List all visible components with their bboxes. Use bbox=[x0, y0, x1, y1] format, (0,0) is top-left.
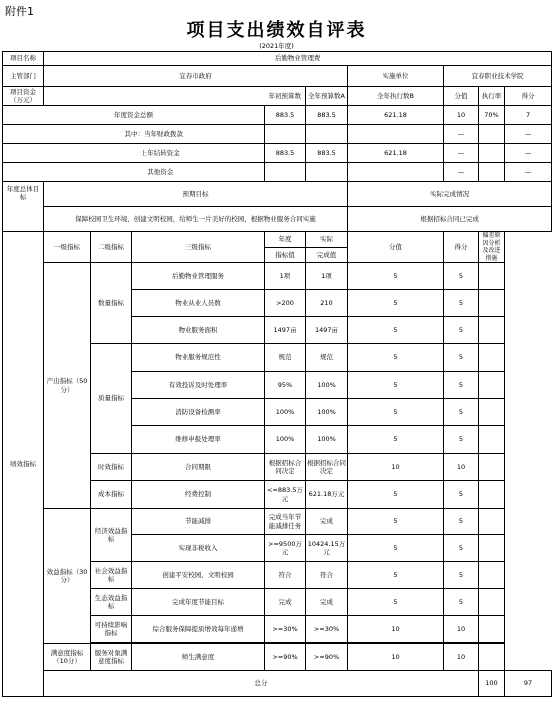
indicator-deviation bbox=[479, 317, 505, 344]
indicator-deviation bbox=[479, 454, 505, 481]
indicator-weight: 5 bbox=[348, 263, 444, 290]
indicator-actual: 完成 bbox=[306, 509, 348, 535]
indicator-actual: 100% bbox=[306, 372, 348, 399]
funds-budget-full: 883.5 bbox=[306, 144, 348, 163]
indicator-weight: 5 bbox=[348, 509, 444, 535]
level2-sustainable: 可持续影响指标 bbox=[91, 616, 132, 643]
indicator-weight: 10 bbox=[348, 616, 444, 643]
total-weight: 100 bbox=[479, 671, 505, 697]
col-target: 指标值 bbox=[265, 247, 306, 263]
funds-col-rate: 执行率 bbox=[479, 87, 505, 106]
project-name-value: 后勤物业管理费 bbox=[44, 52, 552, 66]
indicator-target: 符合 bbox=[265, 562, 306, 589]
funds-rate bbox=[479, 144, 505, 163]
report-year: (2021年度) bbox=[259, 42, 294, 50]
indicator-weight: 5 bbox=[348, 344, 444, 372]
indicator-deviation bbox=[479, 535, 505, 562]
indicator-name: 创建平安校园、文明校园 bbox=[132, 562, 265, 589]
indicator-target: 95% bbox=[265, 372, 306, 399]
indicator-name: 后勤物业管理服务 bbox=[132, 263, 265, 290]
funds-rate: 70% bbox=[479, 106, 505, 125]
indicator-actual: 210 bbox=[306, 290, 348, 317]
indicator-name: 师生满意度 bbox=[132, 644, 265, 671]
indicator-deviation bbox=[479, 589, 505, 616]
level1-benefit: 效益指标（30分） bbox=[44, 509, 91, 644]
funds-row-label: 年度资金总额 bbox=[3, 106, 265, 125]
indicator-weight: 10 bbox=[348, 644, 444, 671]
indicator-target: 根据招标合同决定 bbox=[265, 454, 306, 481]
indicator-score: 5 bbox=[444, 426, 479, 454]
indicator-score: 5 bbox=[444, 263, 479, 290]
indicator-deviation bbox=[479, 426, 505, 454]
total-label: 总分 bbox=[44, 671, 479, 697]
funds-col-executed: 全年执行数B bbox=[348, 87, 444, 106]
col-level3: 三级指标 bbox=[132, 232, 265, 263]
goals-header-row bbox=[3, 182, 552, 207]
indicator-target: 完成 bbox=[265, 589, 306, 616]
indicator-name: 经费控制 bbox=[132, 481, 265, 509]
level2-social: 社会效益指标 bbox=[91, 562, 132, 589]
indicator-target: 规范 bbox=[265, 344, 306, 372]
indicator-target: >=9500万元 bbox=[265, 535, 306, 562]
level2-cost: 成本指标 bbox=[91, 481, 132, 509]
funds-row-total bbox=[3, 106, 552, 125]
funds-budget-full: 883.5 bbox=[306, 106, 348, 125]
indicator-score: 10 bbox=[444, 454, 479, 481]
level2-quality: 质量指标 bbox=[91, 344, 132, 454]
indicator-weight: 5 bbox=[348, 426, 444, 454]
unit-value: 宜春职业技术学院 bbox=[444, 66, 552, 87]
indicator-target: 完成当年节能减排任务 bbox=[265, 509, 306, 535]
funds-budget-initial: 883.5 bbox=[265, 144, 306, 163]
indicator-row bbox=[3, 509, 552, 535]
indicator-actual: >=90% bbox=[306, 644, 348, 671]
funds-row-label: 上年结转资金 bbox=[44, 144, 265, 163]
funds-score-value: — bbox=[444, 125, 479, 144]
funds-score: — bbox=[505, 144, 552, 163]
funds-score: — bbox=[505, 163, 552, 182]
project-name-row bbox=[3, 52, 552, 66]
indicator-deviation bbox=[479, 481, 505, 509]
funds-rate bbox=[479, 163, 505, 182]
indicator-weight: 5 bbox=[348, 481, 444, 509]
indicator-name: 消防设备检测率 bbox=[132, 399, 265, 426]
indicator-score: 5 bbox=[444, 399, 479, 426]
indicator-deviation bbox=[479, 509, 505, 535]
funds-col-full: 全年预算数A bbox=[306, 87, 348, 106]
page-title: 项目支出绩效自评表 bbox=[186, 20, 367, 41]
funds-executed bbox=[348, 163, 444, 182]
goals-expected-header: 预期目标 bbox=[44, 182, 348, 207]
indicator-target: 1项 bbox=[265, 263, 306, 290]
indicator-score: 5 bbox=[444, 344, 479, 372]
funds-score-value: 10 bbox=[444, 106, 479, 125]
indicator-deviation bbox=[479, 399, 505, 426]
funds-col-initial: 年初预算数 bbox=[265, 87, 306, 106]
indicator-weight: 5 bbox=[348, 589, 444, 616]
indicator-name: 物业服务面积 bbox=[132, 317, 265, 344]
indicator-name: 物业从业人员数 bbox=[132, 290, 265, 317]
indicator-target: 100% bbox=[265, 426, 306, 454]
funds-label: 项目资金（万元） bbox=[3, 87, 44, 106]
dept-value: 宜春市政府 bbox=[44, 66, 348, 87]
indicator-score: 5 bbox=[444, 372, 479, 399]
indicator-actual: 10424.15万元 bbox=[306, 535, 348, 562]
funds-budget-full bbox=[306, 125, 348, 144]
funds-row-other bbox=[3, 163, 552, 182]
col-actual-bottom: 完成值 bbox=[306, 247, 348, 263]
indicator-actual: 100% bbox=[306, 426, 348, 454]
col-level2: 二级指标 bbox=[91, 232, 132, 263]
col-annual: 年度 bbox=[265, 232, 306, 248]
indicator-target: 1497亩 bbox=[265, 317, 306, 344]
department-row bbox=[3, 66, 552, 87]
indicator-name: 维修申报处理率 bbox=[132, 426, 265, 454]
level2-quantity: 数量指标 bbox=[91, 263, 132, 344]
funds-rate bbox=[479, 125, 505, 144]
indicator-actual: 完成 bbox=[306, 589, 348, 616]
goals-label: 年度总体目标 bbox=[3, 182, 44, 232]
indicator-row bbox=[3, 263, 552, 290]
indicators-section-label: 绩效指标 bbox=[3, 232, 44, 697]
funds-budget-full bbox=[306, 163, 348, 182]
indicator-name: 完成年度节能目标 bbox=[132, 589, 265, 616]
indicator-score: 5 bbox=[444, 509, 479, 535]
funds-row-label: 其他资金 bbox=[44, 163, 265, 182]
funds-score-value: — bbox=[444, 144, 479, 163]
indicator-weight: 5 bbox=[348, 317, 444, 344]
funds-col-score-value: 分值 bbox=[444, 87, 479, 106]
funds-executed bbox=[348, 125, 444, 144]
indicator-deviation bbox=[479, 644, 505, 671]
indicator-score: 5 bbox=[444, 562, 479, 589]
total-row bbox=[3, 671, 552, 697]
indicator-deviation bbox=[479, 616, 505, 643]
indicator-actual: 621.18万元 bbox=[306, 481, 348, 509]
indicator-row bbox=[3, 644, 552, 671]
self-evaluation-table bbox=[2, 51, 552, 697]
goals-actual: 根据招标合同已完成 bbox=[348, 207, 552, 232]
indicator-weight: 5 bbox=[348, 535, 444, 562]
indicator-actual: 1497亩 bbox=[306, 317, 348, 344]
indicator-score: 5 bbox=[444, 589, 479, 616]
indicator-target: >200 bbox=[265, 290, 306, 317]
indicator-target: >=30% bbox=[265, 616, 306, 643]
funds-score-value: — bbox=[444, 163, 479, 182]
indicator-actual: 规范 bbox=[306, 344, 348, 372]
indicator-deviation bbox=[479, 263, 505, 290]
indicator-name: 物业服务规范性 bbox=[132, 344, 265, 372]
col-actual-top: 实际 bbox=[306, 232, 348, 248]
level2-service: 服务对象满意度指标 bbox=[91, 644, 132, 671]
indicator-score: 5 bbox=[444, 481, 479, 509]
col-score: 得分 bbox=[444, 232, 479, 263]
indicator-deviation bbox=[479, 290, 505, 317]
level2-ecological: 生态效益指标 bbox=[91, 589, 132, 616]
indicator-actual: 100% bbox=[306, 399, 348, 426]
annex-label: 附件1 bbox=[5, 5, 34, 18]
level2-timeliness: 时效指标 bbox=[91, 454, 132, 481]
indicator-deviation bbox=[479, 344, 505, 372]
goals-expected: 保障校园卫生环境，创建文明校园，给师生一片美好的校园，根据物业服务合同实施 bbox=[44, 207, 348, 232]
indicator-score: 5 bbox=[444, 290, 479, 317]
funds-row-fiscal bbox=[3, 125, 552, 144]
col-level1: 一级指标 bbox=[44, 232, 91, 263]
col-weight: 分值 bbox=[348, 232, 444, 263]
total-score: 97 bbox=[505, 671, 552, 697]
indicator-actual: 1项 bbox=[306, 263, 348, 290]
indicator-weight: 5 bbox=[348, 562, 444, 589]
project-name-label: 项目名称 bbox=[3, 52, 44, 66]
indicator-score: 5 bbox=[444, 535, 479, 562]
dept-label: 主管部门 bbox=[3, 66, 44, 87]
indicator-actual: >=30% bbox=[306, 616, 348, 643]
col-deviation: 偏差原因分析及改进措施 bbox=[479, 232, 505, 263]
funds-budget-initial bbox=[265, 163, 306, 182]
level2-economic: 经济效益指标 bbox=[91, 509, 132, 562]
indicator-name: 实现非税收入 bbox=[132, 535, 265, 562]
funds-budget-initial bbox=[265, 125, 306, 144]
funds-row-label: 其中：当年财政拨款 bbox=[44, 125, 265, 144]
indicator-name: 有效投诉及时处理率 bbox=[132, 372, 265, 399]
funds-score: — bbox=[505, 125, 552, 144]
indicator-score: 5 bbox=[444, 317, 479, 344]
indicator-name: 节能减排 bbox=[132, 509, 265, 535]
indicator-weight: 5 bbox=[348, 372, 444, 399]
indicator-name: 合同期限 bbox=[132, 454, 265, 481]
funds-executed: 621.18 bbox=[348, 106, 444, 125]
indicator-name: 综合服务保障提质增效每年递增 bbox=[132, 616, 265, 643]
funds-executed: 621.18 bbox=[348, 144, 444, 163]
goals-content-row bbox=[3, 207, 552, 232]
indicator-header-row bbox=[3, 232, 552, 248]
indicator-target: >=90% bbox=[265, 644, 306, 671]
indicator-actual: 符合 bbox=[306, 562, 348, 589]
indicator-deviation bbox=[479, 372, 505, 399]
unit-label: 实施单位 bbox=[348, 66, 444, 87]
funds-budget-initial: 883.5 bbox=[265, 106, 306, 125]
indicator-score: 10 bbox=[444, 616, 479, 643]
funds-score: 7 bbox=[505, 106, 552, 125]
goals-actual-header: 实际完成情况 bbox=[348, 182, 552, 207]
indicator-target: 100% bbox=[265, 399, 306, 426]
funds-row-carryover bbox=[3, 144, 552, 163]
indicator-weight: 5 bbox=[348, 290, 444, 317]
indicator-target: <=883.5万元 bbox=[265, 481, 306, 509]
funds-header-row bbox=[3, 87, 552, 106]
indicator-actual: 根据招标合同决定 bbox=[306, 454, 348, 481]
indicator-deviation bbox=[479, 562, 505, 589]
level1-output: 产出指标（50分） bbox=[44, 263, 91, 509]
funds-col-score: 得分 bbox=[505, 87, 552, 106]
level1-satisfaction: 满意度指标（10分） bbox=[44, 644, 91, 671]
indicator-score: 10 bbox=[444, 644, 479, 671]
indicator-weight: 5 bbox=[348, 399, 444, 426]
indicator-weight: 10 bbox=[348, 454, 444, 481]
